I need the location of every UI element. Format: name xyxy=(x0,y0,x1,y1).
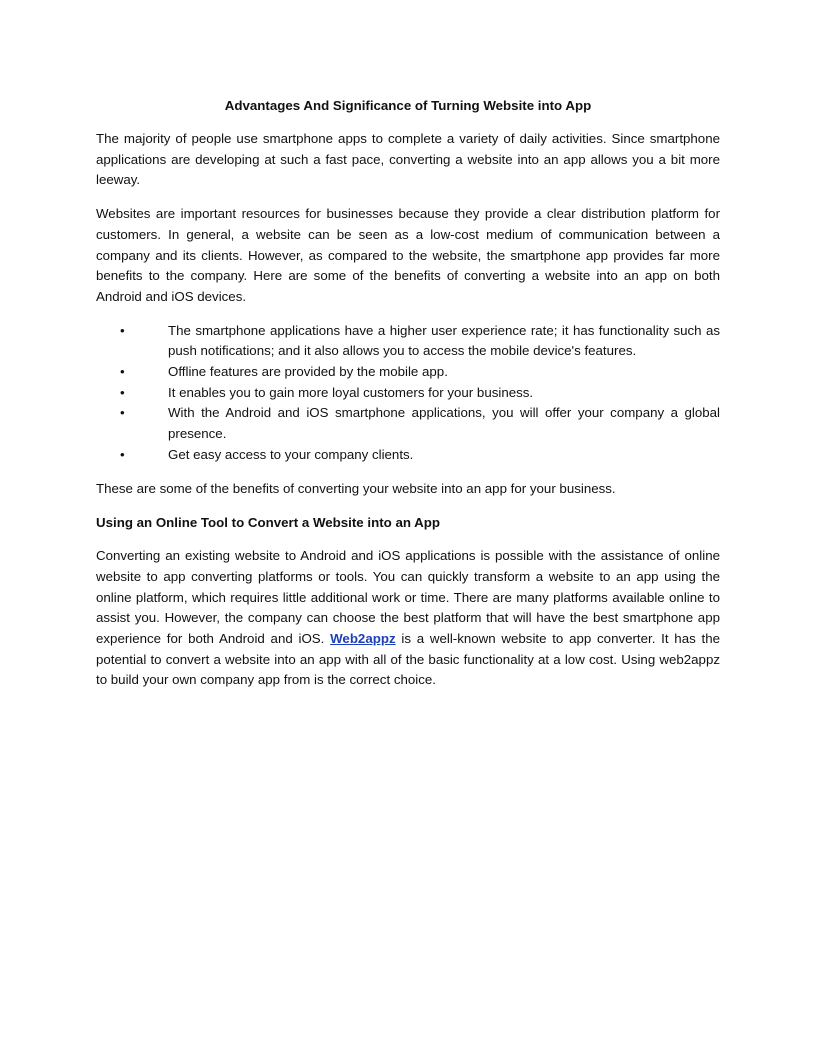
final-paragraph xyxy=(96,546,720,691)
bullet-icon: • xyxy=(120,405,125,421)
list-item-text: With the Android and iOS smartphone applications, you will offer your company a global presence. xyxy=(168,405,720,442)
list-item xyxy=(96,321,720,362)
list-item-text: Offline features are provided by the mobile app. xyxy=(168,364,448,380)
section-heading: Using an Online Tool to Convert a Website into an App xyxy=(96,515,441,531)
document-page xyxy=(96,95,720,704)
benefits-list xyxy=(96,321,720,466)
list-item xyxy=(96,445,720,466)
bullet-icon: • xyxy=(120,446,125,462)
final-paragraph-start: Converting an existing website to Android and iOS applications is possible with the assistance of online website to app converting platforms or tools. You can quickly transform a website to an app using the online platform, which requires little additional work or time. There are many platforms available online to assist you. However, the company can choose the best platform that will have the best smartphone app experience for both Android and iOS. xyxy=(96,548,720,647)
final-paragraph-end: is a well-known website to app converter. It has the potential to convert a website into an app with all of the basic functionality at a low cost. Using web2appz to build your own company app from is the correct choice. xyxy=(96,631,720,688)
bullet-icon: • xyxy=(120,384,125,400)
list-item-text: The smartphone applications have a higher user experience rate; it has functionality such as push notifications; and it also allows you to access the mobile device's features. xyxy=(168,322,720,359)
list-item xyxy=(96,383,720,404)
list-item xyxy=(96,362,720,383)
bullet-icon: • xyxy=(120,364,125,380)
websites-paragraph: Websites are important resources for businesses because they provide a clear distribution platform for customers. In general, a website can be seen as a low-cost medium of communication between a company and its clients. However, as compared to the website, the smartphone app provides far more benefits to the company. Here are some of the benefits of converting a website into an app on both Android and iOS devices. xyxy=(96,206,720,304)
list-item-text: It enables you to gain more loyal customers for your business. xyxy=(168,384,534,400)
intro-paragraph: The majority of people use smartphone apps to complete a variety of daily activities. Since smartphone applications are developing at such a fast pace, converting a website into an app allows you a bit more leeway. xyxy=(96,131,720,188)
list-item xyxy=(96,403,720,444)
document-title: Advantages And Significance of Turning Website into App xyxy=(224,98,592,113)
bullet-icon: • xyxy=(120,322,125,338)
list-item-text: Get easy access to your company clients. xyxy=(168,446,414,462)
summary-paragraph: These are some of the benefits of converting your website into an app for your business. xyxy=(96,480,616,496)
web2appz-link[interactable]: Web2appz xyxy=(330,631,396,647)
